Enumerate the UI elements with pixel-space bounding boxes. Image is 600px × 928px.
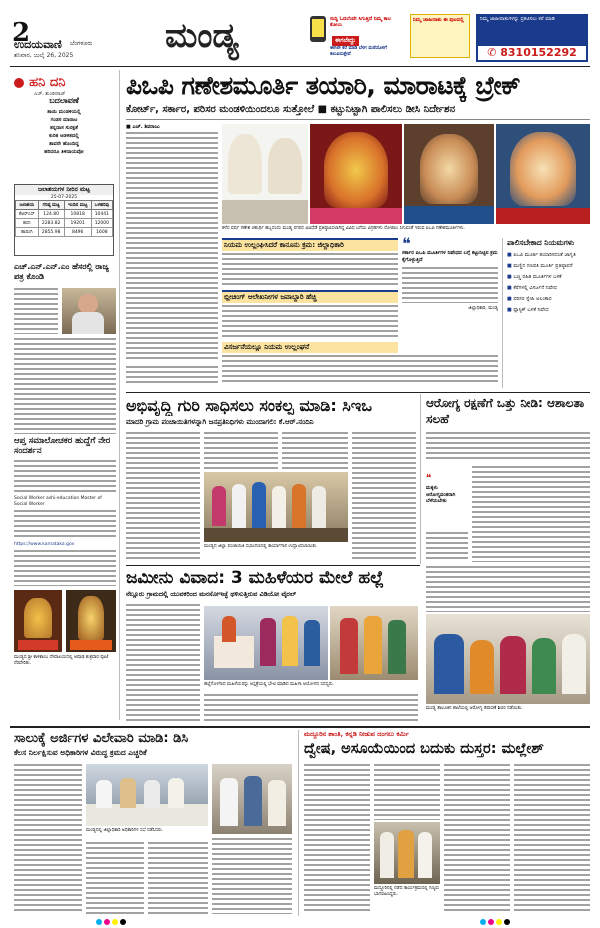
bullet-icon: ■ <box>507 307 514 313</box>
table-cell: 2855.98 <box>38 228 64 237</box>
masthead-rule <box>10 66 590 67</box>
story3-headline: ಆರೋಗ್ಯ ರಕ್ಷಣೆಗೆ ಒತ್ತು ನೀಡಿ: ಆಶಾಲತಾ ಸಲಹೆ <box>426 396 585 426</box>
rules-item <box>507 285 590 292</box>
lead-photo-4 <box>496 124 590 224</box>
lead-box3 <box>222 342 498 386</box>
table-cell: 1608 <box>91 228 112 237</box>
bottom-right-headline: ದ್ವೇಷ, ಅಸೂಯೆಯಿಂದ ಬದುಕು ದುಸ್ತರ: ಮಲ್ಲೇಶ್ <box>304 741 544 757</box>
left-story-photo <box>62 288 116 334</box>
table-header-row <box>16 201 113 210</box>
story4-col1 <box>126 604 200 724</box>
story2-subhead: ಮಾದರಿ ಗ್ರಾಮ ಪಂಚಾಯಿತಿಗಳನ್ನಾಗಿ ಜನಪ್ರತಿನಿಧಿಗಳು ಮುಂದಾಗಲಿ: ಕೆ.ಆರ್.ನಂದಿನಿ <box>126 418 314 426</box>
table-cell: 2283.82 <box>38 219 64 228</box>
story2-col4 <box>352 432 416 560</box>
table-cell: ಕೆಆರ್‌ಎಸ್ <box>16 210 39 219</box>
story4-photo-2 <box>330 606 418 680</box>
table-row <box>16 210 113 219</box>
box-line: ತನ್ನದಾಸ ಸುರಕ್ಷತೆ <box>50 125 78 131</box>
left-story2-body-3 <box>14 550 116 586</box>
lead-photo-2 <box>310 124 402 224</box>
lead-photo-caption: ಕಳೆದ ವರ್ಷ ಗಣೇಶ ಚತುರ್ಥಿ ಹಬ್ಬದಂದು ಮಂಡ್ಯ ನಗರದ ವಿವಿಧೆಡೆ ಪ್ರತಿಷ್ಠಾಪಿಸಲಾಗಿದ್ದ ವಿವಿಧ ಬಗೆಯ ವಿಗ್ರಹಗಳು ನೋಡಲು ಸಿಗುವಂತೆ ಇರುವ ಪಿಒಪಿ ಗಣೇಶಮೂರ್ತಿಗಳು. <box>222 226 466 231</box>
paper-name: ಉದಯವಾಣಿ <box>14 38 62 51</box>
bottom-left-subhead: ಕೆಲಸ ನಿರ್ಲಕ್ಷಿಸುವ ಅಧಿಕಾರಿಗಳ ವಿರುದ್ಧ ಕ್ರಮದ ಎಚ್ಚರಿಕೆ <box>14 748 147 757</box>
rules-item <box>507 252 590 259</box>
table-header: ಒಳಹರಿವು <box>91 201 112 210</box>
ad2-text: ಈಗಲೇ ಕರೆ ಮಾಡಿ ಬೆಳಗ ಮನೆಯೊಳಗೆ ತಲುಪಿಸುತ್ತೇವೆ <box>330 46 387 57</box>
ad1-text: ಸುದ್ದಿ ಓದಲೆಂದೇ ಸಿಗುತ್ತಿದೆ ನಿಮ್ಮ ಕಾಲ ಕೋಲು <box>330 16 391 28</box>
reservoir-table <box>14 184 114 256</box>
story4-caption: ಹಲ್ಲೆಗೊಳಗಾದ ಮಹಿಳೆಯರನ್ನು ಆಸ್ಪತ್ರೆಯಲ್ಲಿ ಭೇಟಿ ಮಾಡಿದ ಮಹಿಳಾ ಆಯೋಗದ ಸದಸ್ಯರು. <box>204 682 335 687</box>
lead-rule <box>126 119 590 120</box>
quote-more <box>402 267 498 303</box>
rules-item-text: ಪರಿಸರ ಸ್ನೇಹಿ ಅಲಂಕಾರ <box>513 296 552 302</box>
left-story-body <box>14 288 58 334</box>
cmyk-dot-m <box>104 919 110 925</box>
story3-body3 <box>426 532 468 562</box>
lead-col1-b <box>126 366 218 386</box>
phone-icon <box>310 16 326 42</box>
story3-body1 <box>426 432 590 462</box>
lead-box1 <box>222 238 398 286</box>
phone-digits: 8310152292 <box>500 46 577 59</box>
mini-ad <box>410 14 470 58</box>
rules-item <box>507 274 590 281</box>
district-title: ಮಂಡ್ಯ <box>165 16 239 56</box>
table-row <box>16 228 113 237</box>
dateline: ಶನಿವಾರ, ಜುಲೈ 26, 2025 <box>14 52 74 59</box>
box2-title: ಬ್ಲೀಚಿಂಗ್ ಆಲೇಖನೀಗಳ ಜವಾಬ್ದಾರಿ ಹೆಚ್ಚಿ <box>222 292 398 303</box>
right-photo-caption: ಮಂಡ್ಯ ತಾಲೂಕಿನ ಶಾಲೆಯಲ್ಲಿ ಆರೋಗ್ಯ ತಪಾಸಣೆ ಶಿಬಿರ ನಡೆಯಿತು. <box>426 706 523 711</box>
temple-caption: ಮಂಡ್ಯದ ಶ್ರೀ ಕಾಳಿಕಾಂಬ ದೇವಾಲಯದಲ್ಲಿ ಆಷಾಢ ಶುಕ್ರವಾರ ಪೂಜೆ ನೆರವೇರಿತು. <box>14 655 109 666</box>
story4-subhead: ನೆಲ್ಲೂರು ಗ್ರಾಮದಲ್ಲಿ ಯುವಕರಿಂದ ಮನಸೋಇಚ್ಛೆ ಥಳಿಸುತ್ತಿರುವ ವಿಡಿಯೋ ವೈರಲ್ <box>126 590 297 598</box>
bullet-icon: ■ <box>507 252 514 258</box>
bottom-right-caption: ಮದ್ದೂರಿನಲ್ಲಿ ನಡೆದ ಕಾರ್ಯಕ್ರಮದಲ್ಲಿ ಗಣ್ಯರು ಭಾಗವಹಿಸಿದ್ದರು. <box>374 886 440 897</box>
rules-item <box>507 307 590 314</box>
lead-photo-3 <box>404 124 494 224</box>
story2-col3 <box>282 432 348 470</box>
bullet-icon: ■ <box>507 296 514 302</box>
left-story2-english: Social Worker ashi-education Master of Social Worker <box>14 496 102 507</box>
registration-marks <box>0 916 600 928</box>
left-story2-body-2 <box>14 510 116 540</box>
bottom-right-col1 <box>304 764 370 914</box>
box3-title: ವಿಸರ್ಜನೆಯಲ್ಲೂ ನಿಯಮ ಉಲ್ಲಂಘನೆ <box>222 342 398 353</box>
bottom-left-col4 <box>212 838 292 914</box>
ad2-badge: ಈಗಲೇದ್ದು <box>332 36 359 46</box>
lead-photo-1 <box>222 124 308 224</box>
table-cell: 124.80 <box>38 210 64 219</box>
story3-body2 <box>472 466 590 562</box>
box-line: ತಾವನೇ ಹೊಂದಿದ್ದ <box>49 141 79 147</box>
quote-text: ಸರ್ಕಾರ ಪಿಒಪಿ ಮೂರ್ತಿಗಳ ನಿಷೇಧದ ಬಗ್ಗೆ ಕಟ್ಟುನಿಟ್ಟಿನ ಕ್ರಮ ಕೈಗೊಳ್ಳುತ್ತಿದೆ <box>402 250 498 263</box>
bottom-right-col4 <box>514 764 590 914</box>
quote-icon: ❝ <box>426 473 432 484</box>
table-date: 25-07-2025 <box>50 195 78 200</box>
story2-photo <box>204 472 348 542</box>
box-line: ಹರಿದರೂ ತಿಳಿದಾಯವೋ <box>44 149 84 155</box>
cmyk-dot-c2 <box>480 919 486 925</box>
bottom-right-kicker: ಮದ್ದೂರಿನ ಶಾಂತಿ, ಕನ್ನಡಿ ನೀಡುವ ದಂಗಲು ಕರ್ಮಿ <box>304 730 409 738</box>
phone-number <box>478 46 586 60</box>
story2-caption: ಮಂಡ್ಯದ ಜಿಲ್ಲಾ ಪಂಚಾಯಿತಿ ಸಭಾಂಗಣದಲ್ಲಿ ಕಾರ್ಯಾಗಾರ ಉದ್ಘಾಟಿಸಲಾಯಿತು. <box>204 544 318 549</box>
left-story-headline: ಎಚ್.ಎನ್.ಎನ್.ಎಂ ಹೆಸರಲ್ಲಿ ರಾಜ್ಯ ಪತ್ರ ಕೊಂಡಿ <box>14 262 109 281</box>
lead-box2 <box>222 290 398 338</box>
bullet-icon: ■ <box>507 263 514 269</box>
table-row <box>16 219 113 228</box>
byline: ಎಚ್. ಶುಂಠೀರಾಜ್ <box>34 91 66 97</box>
story3-quote-text: ಮಕ್ಕಳು ಆರೋಗ್ಯವಂತರಾಗಿ ಬೆಳೆಯಬೇಕು <box>426 485 456 504</box>
reservoir-grid <box>15 200 113 237</box>
promo-ad <box>310 14 404 66</box>
rules-box <box>502 238 590 388</box>
box1-title: ನಿಯಮ ಉಲ್ಲಂಘಿಸಿದರೆ ಕಾನೂನು ಕ್ರಮ: ಜಿಲ್ಲಾಧಿಕಾರಿ <box>222 240 398 251</box>
cmyk-dot-c <box>96 919 102 925</box>
horoscope-logo <box>14 72 114 97</box>
box-line: ಗಂಡಸ ಮಾರಾಟ <box>50 117 78 123</box>
temple-photo-2 <box>66 590 116 652</box>
box-line: ತಾಯಿ ಮಂಡಳಿಯಲ್ಲಿ <box>47 109 81 115</box>
bottom-left-photo <box>86 764 208 826</box>
section-rule-1 <box>126 392 590 393</box>
advert-box <box>476 14 588 62</box>
rules-item-text: ಬಣ್ಣ ರಹಿತ ಮೂರ್ತಿಗಳ ಬಳಕೆ <box>513 274 562 280</box>
bottom-left-photo-2 <box>212 764 292 834</box>
rules-item-text: ಪಿಒಪಿ ಮೂರ್ತಿ ತಯಾರಿಸದಂತೆ ಜಾಗೃತಿ <box>513 252 576 258</box>
box2-body <box>222 305 398 339</box>
story2-col2 <box>204 432 278 470</box>
rules-item <box>507 296 590 303</box>
bottom-right-col3 <box>444 764 510 914</box>
story3-quote <box>426 466 468 528</box>
bottom-left-col1 <box>14 764 82 914</box>
table-cell: 10818 <box>64 210 91 219</box>
cmyk-dot-y2 <box>496 919 502 925</box>
quote-mark-icon: ❝ <box>402 234 411 253</box>
story4-col2 <box>204 694 418 724</box>
left-story <box>14 262 114 282</box>
table-cell: 19201 <box>64 219 91 228</box>
table-cell: 10441 <box>91 210 112 219</box>
quote-author: ಜಿಲ್ಲಾಧಿಕಾರಿ, ಮಂಡ್ಯ <box>468 306 498 311</box>
bottom-left-headline: ಸಾಲುಕ್ಕೆ ಅರ್ಜಿಗಳ ವಿಲೇವಾರಿ ಮಾಡಿ: ಡಿಸಿ <box>14 731 189 746</box>
left-story2-headline: ಆಪ್ತ ಸಮಾಲೋಚಕರ ಹುದ್ದೆಗೆ ನೇರ ಸಂದರ್ಶನ <box>14 436 111 456</box>
col-divider-story3 <box>420 394 421 564</box>
lead-subhead: ಕೋರ್ಟ್, ಸರ್ಕಾರ, ಪರಿಸರ ಮಂಡಳಿಯಿಂದಲೂ ಸುತ್ತೋಲೆ ■ ಕಟ್ಟುನಿಟ್ಟಾಗಿ ಪಾಲಿಸಲು ಡೀಸಿ ನಿರ್ದೇಶನ <box>126 104 456 115</box>
story2-headline: ಅಭಿವೃದ್ಧಿ ಗುರಿ ಸಾಧಿಸಲು ಸಂಕಲ್ಪ ಮಾಡಿ: ಸಿಇಒ <box>126 396 372 415</box>
rules-list <box>507 252 590 314</box>
bottom-left-col2 <box>86 842 144 914</box>
rules-item-text: ಕೆರೆಗಳಲ್ಲಿ ವಿಸರ್ಜನೆ ನಿಷೇಧ <box>513 285 557 291</box>
table-header: ಇಂದಿನ ಮಟ್ಟ <box>64 201 91 210</box>
lead-quote-box <box>402 234 498 338</box>
logo-text: ಹನಿ ದನಿ <box>29 75 66 90</box>
rules-title: ಪಾಲಿಸಬೇಕಾದ ನಿಯಮಗಳು <box>507 238 575 247</box>
cmyk-dot-m2 <box>488 919 494 925</box>
table-cell: ಹಾರಂಗಿ <box>16 228 39 237</box>
rules-item-text: ಪ್ಲಾಸ್ಟಿಕ್ ಬಳಕೆ ನಿಷೇಧ <box>513 307 549 313</box>
bullet-icon: ■ <box>507 274 514 280</box>
cmyk-dot-y <box>112 919 118 925</box>
bullet-icon: ■ <box>507 285 514 291</box>
table-header: ಜಲಾಶಯ <box>16 201 39 210</box>
box-line: ಕುರಿತ ಆಡಳಿತದಲ್ಲಿ <box>49 133 79 139</box>
story4-headline: ಜಮೀನು ವಿವಾದ: 3 ಮಹಿಳೆಯರ ಮೇಲೆ ಹಲ್ಲೆ <box>126 568 384 588</box>
bottom-right-col2 <box>374 764 440 820</box>
right-photo <box>426 614 590 704</box>
col-divider-bottom <box>298 730 299 916</box>
story4-photo <box>204 606 328 680</box>
masthead <box>0 0 600 66</box>
logo-circle-icon <box>14 78 24 88</box>
left-story2-url[interactable]: https://www.karnataka.gov <box>14 542 75 547</box>
story2-col1 <box>126 432 200 560</box>
table-header: ಗರಿಷ್ಠ ಮಟ್ಟ <box>38 201 64 210</box>
left-story2-body <box>14 460 116 494</box>
horoscope-box <box>14 96 114 182</box>
section-rule-2 <box>126 565 420 566</box>
bottom-left-caption: ಮಂಡ್ಯದಲ್ಲಿ ಜಿಲ್ಲಾಧಿಕಾರಿ ಅಧಿಕಾರಿಗಳ ಸಭೆ ನಡೆಸಿದರು. <box>86 828 164 833</box>
rules-item <box>507 263 590 270</box>
box1-body <box>222 253 398 287</box>
left-story2 <box>14 436 116 456</box>
page-number: 2 <box>12 18 31 48</box>
right-col-body <box>426 566 590 612</box>
box-title: ಬದಲಾವಣೆ <box>49 96 79 105</box>
ad4-text: ನಿಮ್ಮ ಜಾಹೀರಾತುಗಳನ್ನು ಪ್ರಕಟಿಸಲು ಕರೆ ಮಾಡಿ <box>480 16 555 22</box>
temple-photo-1 <box>14 590 62 652</box>
phone-glyph-icon: ✆ <box>487 46 497 59</box>
section-rule-3 <box>10 726 590 728</box>
bottom-left-col3 <box>148 842 208 914</box>
table-cell: ಕಬಿನಿ <box>16 219 39 228</box>
box-lines <box>14 108 114 156</box>
col-divider-left <box>119 70 120 720</box>
table-title: ಜಲಾಶಯಗಳ ನೀರಿನ ಮಟ್ಟ <box>15 185 113 195</box>
ad3-text: ನಿಮ್ಮ ಜಾಹೀರಾತು ಈ ಪುಟದಲ್ಲಿ <box>413 17 464 23</box>
table-cell: 8496 <box>64 228 91 237</box>
bottom-right-photo <box>374 822 440 884</box>
rules-item-text: ಮಣ್ಣಿನ ಗಣಪತಿ ಮೂರ್ತಿ ಪ್ರತಿಷ್ಠಾಪನೆ <box>513 263 573 269</box>
city-label: ಬೆಂಗಳೂರು <box>70 40 93 47</box>
lead-kicker: ■ ಎಚ್. ಶಿವರಾಜು <box>126 124 160 130</box>
cmyk-dot-k <box>120 919 126 925</box>
left-story-body-2 <box>14 338 116 434</box>
table-cell: 12000 <box>91 219 112 228</box>
cmyk-dot-k2 <box>504 919 510 925</box>
lead-col1 <box>126 132 218 362</box>
box3-body <box>222 355 498 385</box>
lead-headline: ಪಿಒಪಿ ಗಣೇಶಮೂರ್ತಿ ತಯಾರಿ, ಮಾರಾಟಕ್ಕೆ ಬ್ರೇಕ್ <box>126 71 521 100</box>
